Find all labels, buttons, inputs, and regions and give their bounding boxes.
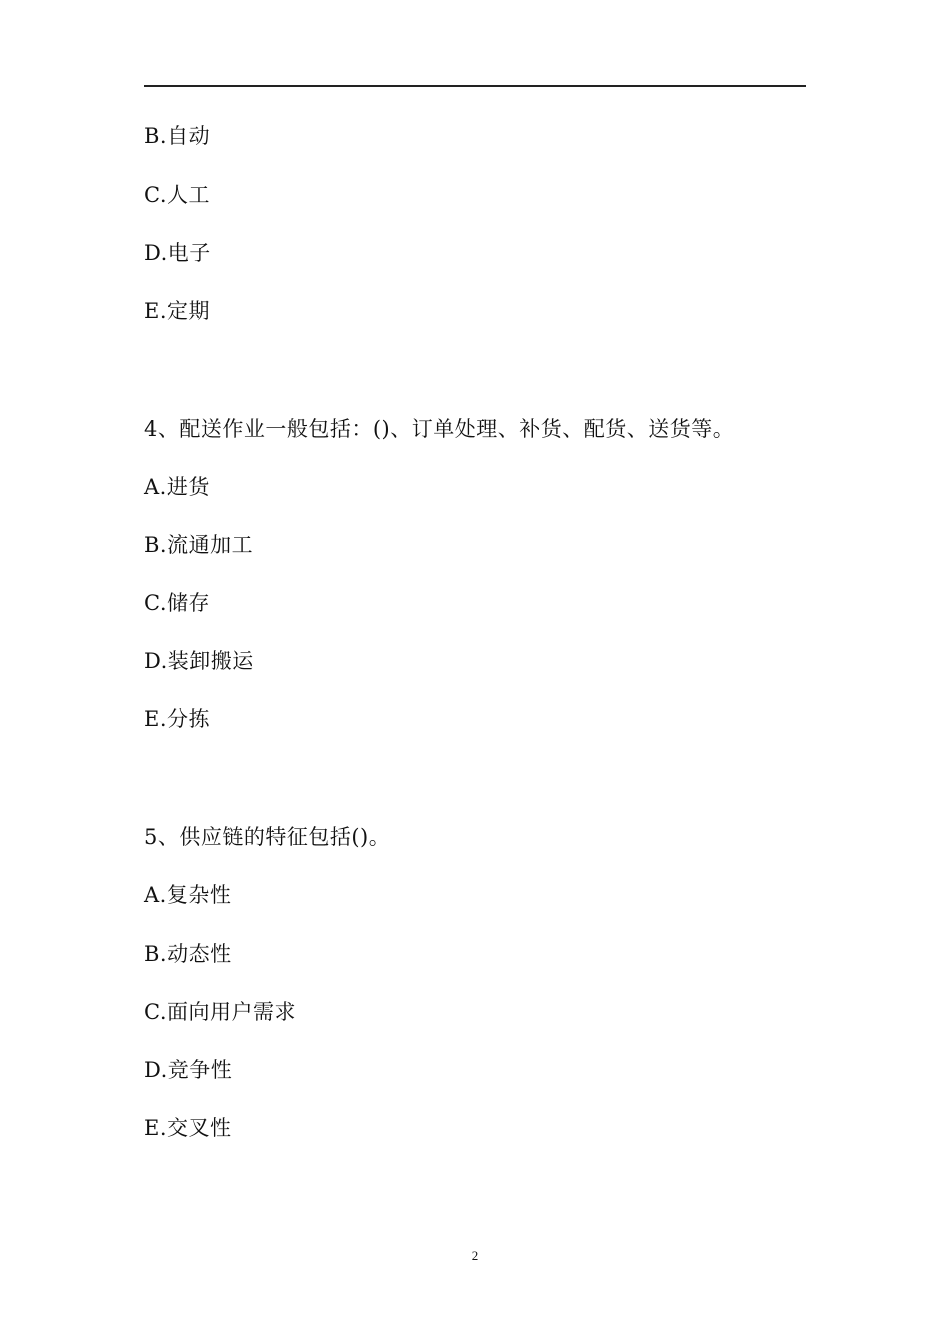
- q3-option-c: C.人工: [144, 183, 210, 207]
- q3-option-d: D.电子: [144, 241, 211, 265]
- q5-option-a: A.复杂性: [144, 883, 232, 907]
- q4-option-b: B.流通加工: [144, 533, 254, 557]
- q5-option-b: B.动态性: [144, 942, 232, 966]
- q5-option-d: D.竞争性: [144, 1058, 233, 1082]
- q4-option-c: C.储存: [144, 591, 210, 615]
- q5-stem: 5、供应链的特征包括()。: [144, 825, 391, 849]
- q4-stem: 4、配送作业一般包括：()、订单处理、补货、配货、送货等。: [144, 417, 735, 441]
- page-number: 2: [471, 1248, 479, 1263]
- q5-option-c: C.面向用户需求: [144, 1000, 296, 1024]
- q4-option-a: A.进货: [144, 475, 210, 499]
- q4-option-d: D.装卸搬运: [144, 649, 254, 673]
- q5-option-e: E.交叉性: [144, 1116, 232, 1140]
- q3-option-b: B.自动: [144, 124, 211, 148]
- q3-option-e: E.定期: [144, 299, 211, 323]
- header-rule: [144, 85, 806, 87]
- q4-option-e: E.分拣: [144, 707, 211, 731]
